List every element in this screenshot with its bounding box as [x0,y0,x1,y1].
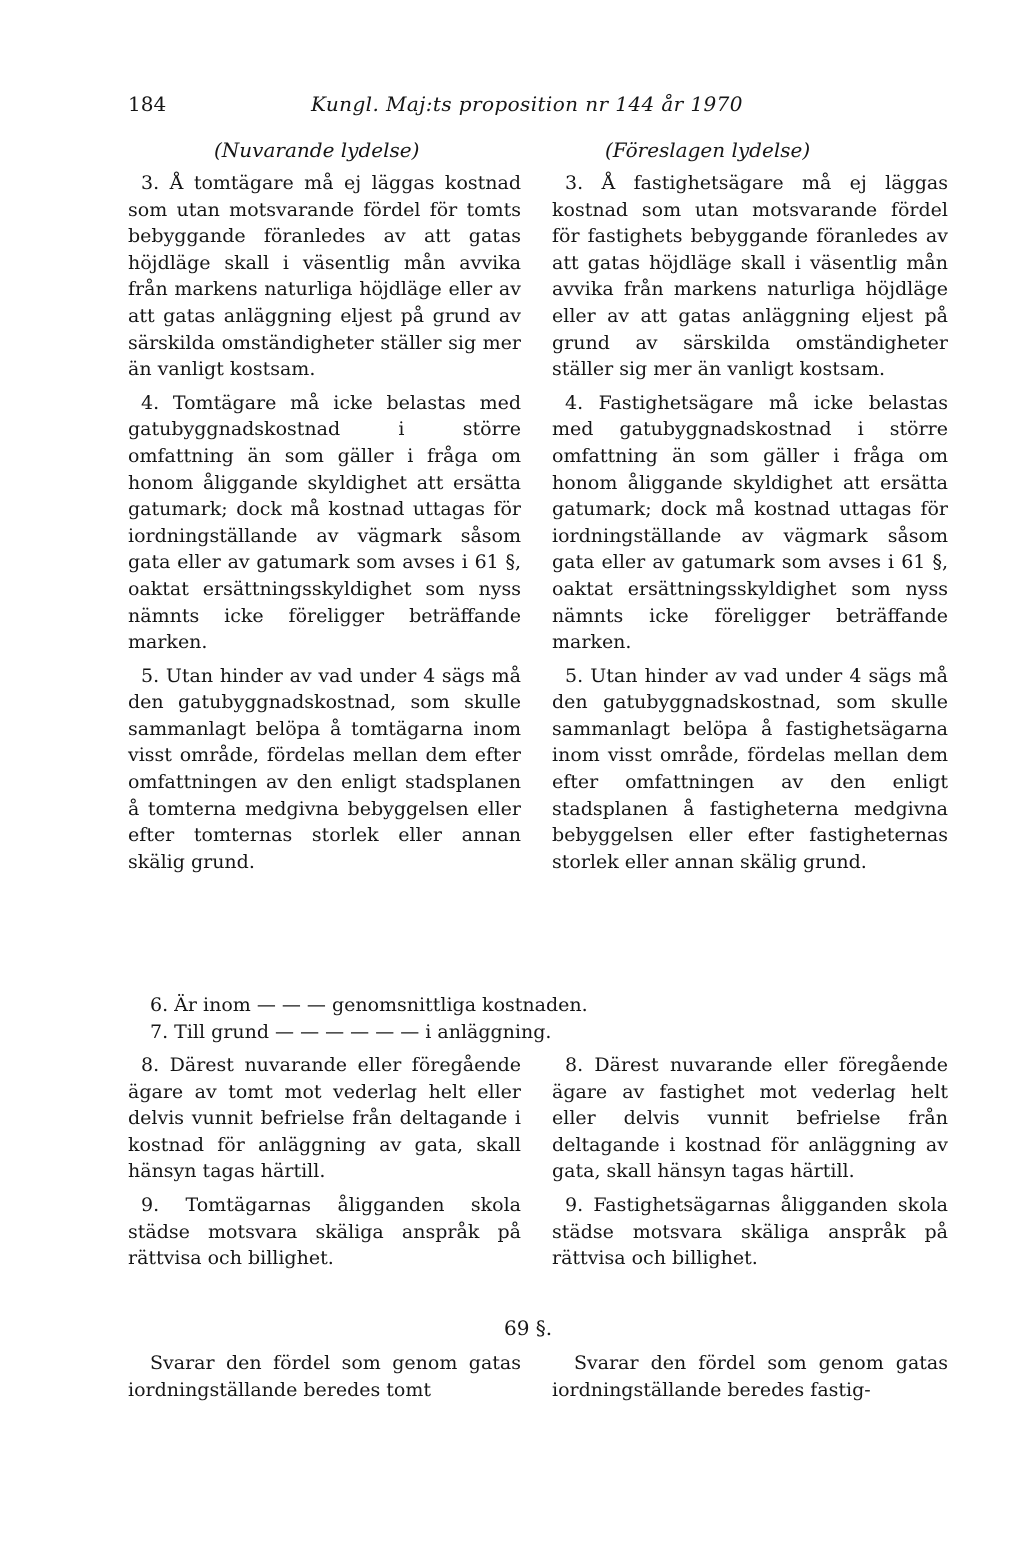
right-paragraph-3: 3. Å fastighetsägare må ej läggas kostnad som utan motsvarande fördel för fastighets bebyggande föranledes av att gatas höjdläge skall i väsentlig mån avvika från markens naturliga höjdläge eller av att gatas anläggning eljest på grund av särskilda omständigheter ställer sig mer än vanligt kostsam. [552,172,948,381]
left-paragraph-8: 8. Därest nuvarande eller föregående ägare av tomt mot vederlag helt eller delvis vunnit befrielse från deltagande i kostnad för anläggning av gata, skall hänsyn tagas härtill. [128,1054,521,1183]
right-column-lower [552,1052,948,1272]
left-column-tail [128,1350,521,1403]
left-paragraph-5: 5. Utan hinder av vad under 4 sägs må den gatubyggnadskostnad, som skulle sammanlagt belöpa å tomtägarna inom visst område, fördelas mellan dem efter omfattningen av den enligt stadsplanen å tomterna medgivna bebyggelsen eller efter tomternas storlek eller annan skälig grund. [128,664,521,873]
right-column-upper [552,170,948,875]
page-number: 184 [128,92,167,116]
left-column-heading: (Nuvarande lydelse) [214,138,420,162]
shared-paragraph-7: 7. Till grund — — — — — — i anläggning. [150,1020,552,1043]
shared-paragraph-6: 6. Är inom — — — genomsnittliga kostnaden. [150,994,588,1016]
right-paragraph-4: 4. Fastighetsägare må icke belastas med gatubyggnadskostnad i större omfattning än som gäller i fråga om honom åliggande skyldighet att ersätta gatumark; dock må kostnad uttagas för iordningställande av vägmark såsom gata eller av gatumark som avses i 61 §, oaktat ersättningsskyldighet som nyss nämnts icke föreligger beträffande marken. [552,391,948,654]
left-column-lower [128,1052,521,1272]
right-paragraph-69: Svarar den fördel som genom gatas iordningställande beredes fastig- [552,1352,948,1401]
right-paragraph-8: 8. Därest nuvarande eller föregående ägare av fastighet mot vederlag helt eller delvis vunnit befrielse från deltagande i kostnad för anläggning av gata, skall hänsyn tagas härtill. [552,1054,948,1183]
section-heading: 69 §. [504,1316,553,1340]
left-paragraph-3: 3. Å tomtägare må ej läggas kostnad som utan motsvarande fördel för tomts bebyggande föranledes av att gatas höjdläge skall i väsentlig mån avvika från markens naturliga höjdläge eller av att gatas anläggning eljest på grund av särskilda omständigheter ställer sig mer än vanligt kostsam. [128,172,521,381]
left-paragraph-69: Svarar den fördel som genom gatas iordningställande beredes tomt [128,1352,521,1401]
left-column-upper [128,170,521,875]
right-column-heading: (Föreslagen lydelse) [605,138,811,162]
shared-paragraphs [128,992,948,1045]
page-header [128,92,948,122]
left-paragraph-4: 4. Tomtägare må icke belastas med gatubyggnadskostnad i större omfattning än som gäller i fråga om honom åliggande skyldighet att ersätta gatumark; dock må kostnad uttagas för iordningställande av vägmark såsom gata eller av gatumark som avses i 61 §, oaktat ersättningsskyldighet som nyss nämnts icke föreligger beträffande marken. [128,391,521,654]
right-column-tail [552,1350,948,1403]
page-title: Kungl. Maj:ts proposition nr 144 år 1970 [311,92,743,116]
left-paragraph-9: 9. Tomtägarnas åligganden skola städse motsvara skäliga anspråk på rättvisa och billighet. [128,1193,521,1270]
right-paragraph-5: 5. Utan hinder av vad under 4 sägs må den gatubyggnadskostnad, som skulle sammanlagt belöpa å fastighetsägarna inom visst område, fördelas mellan dem efter omfattningen av den enligt stadsplanen å fastigheterna medgivna bebyggelsen eller efter fastigheternas storlek eller annan skälig grund. [552,664,948,873]
right-paragraph-9: 9. Fastighetsägarnas åligganden skola städse motsvara skäliga anspråk på rättvisa och billighet. [552,1193,948,1270]
